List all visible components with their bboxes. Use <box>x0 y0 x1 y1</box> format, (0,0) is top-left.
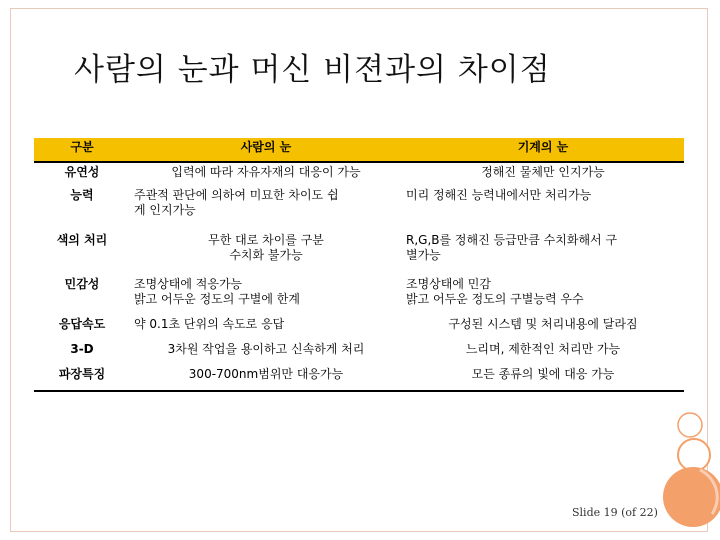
row-label: 3-D <box>70 342 94 356</box>
machine-cell: 모든 종류의 빛에 대응 가능 <box>402 365 684 391</box>
table-row <box>34 162 684 186</box>
header-human-eye: 사람의 눈 <box>130 138 402 162</box>
table-row <box>34 275 684 315</box>
machine-cell: 조명상태에 민감 밝고 어두운 정도의 구별능력 우수 <box>406 277 584 306</box>
row-label: 파장특징 <box>34 365 130 391</box>
machine-cell: 구성된 시스템 및 처리내용에 달라짐 <box>448 317 638 331</box>
human-cell: 조명상태에 적응가능 밝고 어두운 정도의 구별에 한계 <box>134 277 300 306</box>
table-row <box>34 186 684 231</box>
machine-cell: 느리며, 제한적인 처리만 가능 <box>465 342 621 356</box>
human-cell: 입력에 따라 자유자재의 대응이 가능 <box>171 165 361 179</box>
row-label: 능력 <box>70 188 94 202</box>
header-category: 구분 <box>34 138 130 162</box>
slide-title: 사람의 눈과 머신 비젼과의 차이점 <box>74 52 551 88</box>
machine-cell: 미리 정해진 능력내에서만 처리가능 <box>406 188 592 202</box>
machine-cell: 정해진 물체만 인지가능 <box>481 165 605 179</box>
row-label: 유연성 <box>64 165 100 179</box>
table-row <box>34 365 684 391</box>
machine-cell: R,G,B를 정해진 등급만큼 수치화해서 구 별가능 <box>406 233 618 262</box>
table-header-row <box>34 138 684 162</box>
table-row <box>34 340 684 365</box>
slide-number: Slide 19 (of 22) <box>572 506 658 519</box>
human-cell: 약 0.1초 단위의 속도로 응답 <box>134 317 285 331</box>
table-row <box>34 231 684 275</box>
human-cell: 3차원 작업을 용이하고 신속하게 처리 <box>167 342 365 356</box>
row-label: 응답속도 <box>58 317 106 331</box>
row-label: 색의 처리 <box>56 233 108 247</box>
header-machine-eye: 기계의 눈 <box>402 138 684 162</box>
human-cell: 무한 대로 차이를 구분 수치화 불가능 <box>208 233 324 262</box>
row-label: 민감성 <box>64 277 100 291</box>
comparison-table <box>34 138 684 392</box>
table-row <box>34 315 684 340</box>
human-cell: 300-700nm범위만 대응가능 <box>130 365 402 391</box>
human-cell: 주관적 판단에 의하여 미묘한 차이도 쉽 게 인지가능 <box>134 188 339 217</box>
